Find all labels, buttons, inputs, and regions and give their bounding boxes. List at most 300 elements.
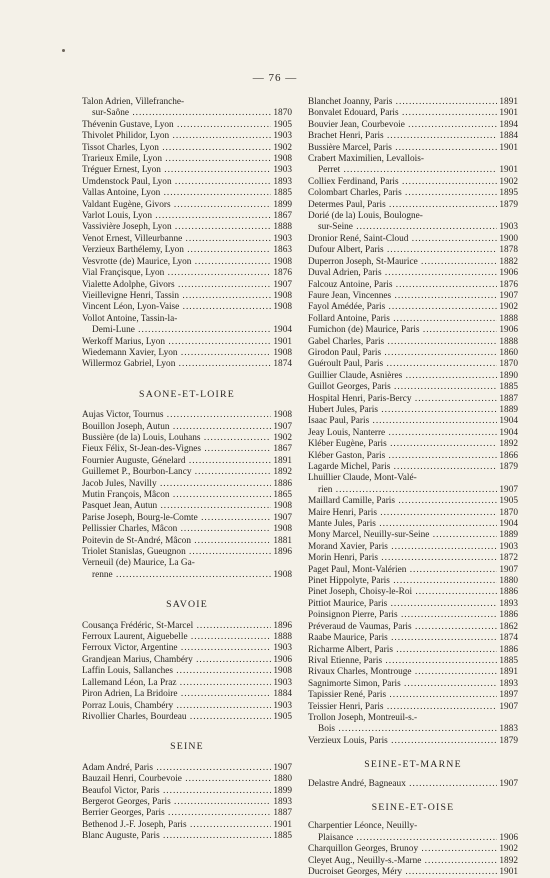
- directory-entry: [308, 245, 518, 256]
- directory-entry: [308, 530, 518, 541]
- entry-name: Parise Joseph, Bourg-le-Comte .....: [82, 513, 271, 524]
- entry-year: 1887: [499, 393, 518, 404]
- directory-entry: [82, 131, 292, 142]
- entry-year: 1887: [273, 808, 292, 819]
- directory-entry: [308, 833, 518, 844]
- directory-entry: [82, 433, 292, 444]
- entry-year: 1908: [273, 501, 292, 512]
- entry-name: Guéroult Paul, Paris .....: [308, 359, 497, 370]
- entry-name: Guillot Georges, Paris .....: [308, 382, 497, 393]
- directory-entry: [82, 479, 292, 490]
- entry-name: Triolet Stanislas, Gueugnon .....: [82, 547, 271, 558]
- directory-entry: [82, 456, 292, 467]
- entry-year: 1874: [499, 633, 518, 644]
- entry-year: 1907: [273, 279, 292, 290]
- entry-name: Adam André, Paris .....: [82, 763, 271, 774]
- entry-year: 1903: [499, 222, 518, 233]
- directory-entry: [308, 844, 518, 855]
- directory-entry: [82, 257, 292, 268]
- entry-name: Grandjean Marius, Chambéry .....: [82, 655, 271, 666]
- directory-entry: [308, 690, 518, 701]
- entry-year: 1888: [273, 632, 292, 643]
- entry-name: Demi-Lune .....: [82, 325, 271, 336]
- entry-name: Poitevin de St-André, Mâcon .....: [82, 536, 271, 547]
- directory-entry: [82, 359, 292, 370]
- entry-name: Bussière (de la) Louis, Louhans .....: [82, 433, 271, 444]
- entry-year: 1870: [499, 507, 518, 518]
- directory-entry: [82, 154, 292, 165]
- entry-year: 1897: [499, 690, 518, 701]
- entry-name: Raabe Maurice, Paris .....: [308, 633, 497, 644]
- entry-year: 1907: [499, 290, 518, 301]
- directory-entry: [308, 405, 518, 416]
- entry-name: Tapissier René, Paris .....: [308, 690, 497, 701]
- directory-entry: [82, 831, 292, 842]
- directory-entry: [308, 724, 518, 735]
- entry-year: 1889: [499, 530, 518, 541]
- entry-year: 1904: [499, 416, 518, 427]
- directory-entry: [82, 621, 292, 632]
- directory-entry: [82, 501, 292, 512]
- entry-year: 1891: [499, 97, 518, 107]
- entry-year: 1905: [273, 711, 292, 722]
- entry-name: Bergerot Georges, Paris .....: [82, 797, 271, 808]
- directory-entry: [82, 513, 292, 524]
- directory-entry: [308, 314, 518, 325]
- directory-entry: [308, 428, 518, 439]
- directory-entry: [308, 337, 518, 348]
- directory-entry: [308, 645, 518, 656]
- directory-entry: [308, 451, 518, 462]
- directory-entry: [82, 444, 292, 455]
- entry-year: 1880: [499, 576, 518, 587]
- entry-year: 1905: [273, 119, 292, 130]
- entry-year: 1881: [273, 535, 292, 546]
- directory-entry: [82, 291, 292, 302]
- entry-name: Varlot Louis, Lyon .....: [82, 211, 271, 222]
- entry-name: Berrier Georges, Paris .....: [82, 808, 271, 819]
- section-heading: SEINE-ET-MARNE: [364, 759, 462, 771]
- directory-entry: [308, 462, 518, 473]
- directory-entry: [82, 211, 292, 222]
- entry-year: 1866: [499, 450, 518, 461]
- entry-year: 1883: [499, 724, 518, 735]
- entry-line: Dorié (de la) Louis, Boulogne-: [308, 211, 423, 222]
- directory-entry: [82, 302, 292, 313]
- entry-name: Vesvrotte (de) Maurice, Lyon .....: [82, 257, 271, 268]
- entry-name: Vialette Adolphe, Givors .....: [82, 280, 271, 291]
- entry-name: Pittiot Maurice, Paris .....: [308, 599, 497, 610]
- entry-year: 1906: [499, 268, 518, 279]
- entry-year: 1891: [273, 455, 292, 466]
- entry-year: 1903: [273, 233, 292, 244]
- directory-entry: [82, 820, 292, 831]
- entry-year: 1885: [499, 655, 518, 666]
- entry-year: 1886: [499, 610, 518, 621]
- entry-year: 1884: [499, 131, 518, 142]
- directory-entry: [82, 200, 292, 211]
- entry-year: 1884: [273, 689, 292, 700]
- entry-name: Colombart Charles, Paris .....: [308, 188, 497, 199]
- directory-entry: [308, 348, 518, 359]
- entry-name: Vieillevigne Henri, Tassin .....: [82, 291, 271, 302]
- entry-line: Trollon Joseph, Montreuil-s.-: [308, 712, 418, 723]
- entry-year: 1908: [273, 256, 292, 267]
- entry-name: Guillemet P., Bourbon-Lancy .....: [82, 467, 271, 478]
- entry-year: 1902: [499, 302, 518, 313]
- entry-year: 1888: [273, 222, 292, 233]
- entry-name: Cousança Frédéric, St-Marcel .....: [82, 621, 271, 632]
- entry-name: Porraz Louis, Chambéry .....: [82, 701, 271, 712]
- entry-name: Follard Antoine, Paris .....: [308, 314, 497, 325]
- entry-year: 1893: [273, 176, 292, 187]
- directory-entry: [308, 325, 518, 336]
- section-heading: SEINE: [170, 741, 204, 753]
- entry-year: 1886: [499, 644, 518, 655]
- directory-entry: [82, 490, 292, 501]
- right-column: [308, 97, 518, 878]
- directory-entry: [308, 165, 518, 176]
- entry-year: 1865: [273, 490, 292, 500]
- entry-year: 1893: [273, 796, 292, 807]
- entry-name: Blanc Auguste, Paris .....: [82, 831, 271, 842]
- entry-year: 1885: [273, 831, 292, 842]
- directory-entry: [308, 200, 518, 211]
- entry-name: Plaisance .....: [308, 833, 497, 844]
- directory-entry: [308, 257, 518, 268]
- entry-year: 1863: [273, 245, 292, 256]
- directory-entry: [308, 234, 518, 245]
- entry-name: Blanchet Joanny, Paris .....: [308, 97, 497, 108]
- directory-entry: [82, 643, 292, 654]
- entry-name: Guillier Claude, Asnières .....: [308, 371, 497, 382]
- directory-entry: [82, 245, 292, 256]
- directory-entry: [308, 576, 518, 587]
- directory-entry: [308, 439, 518, 450]
- entry-name: Verzieux Louis, Paris .....: [308, 736, 497, 747]
- entry-year: 1891: [499, 667, 518, 678]
- entry-year: 1894: [499, 119, 518, 130]
- directory-entry: [82, 666, 292, 677]
- entry-name: Mony Marcel, Neuilly-sur-Seine .....: [308, 530, 497, 541]
- directory-entry: [308, 371, 518, 382]
- entry-name: Pinet Joseph, Choisy-le-Roi .....: [308, 587, 497, 598]
- entry-year: 1908: [273, 290, 292, 301]
- directory-entry: [82, 712, 292, 723]
- entry-year: 1899: [273, 785, 292, 796]
- entry-year: 1902: [273, 432, 292, 443]
- directory-entry: [308, 599, 518, 610]
- entry-year: 1893: [499, 598, 518, 609]
- entry-year: 1885: [499, 382, 518, 393]
- entry-year: 1896: [273, 620, 292, 631]
- page-number: — 76 —: [252, 72, 298, 84]
- entry-year: 1870: [499, 359, 518, 370]
- entry-name: Laffin Louis, Sallanches .....: [82, 666, 271, 677]
- entry-name: Bonvalet Edouard, Paris .....: [308, 108, 497, 119]
- entry-year: 1901: [499, 165, 518, 176]
- directory-entry: [308, 97, 518, 108]
- entry-year: 1862: [499, 621, 518, 632]
- entry-name: Isaac Paul, Paris .....: [308, 416, 497, 427]
- entry-name: rien .....: [308, 485, 497, 496]
- directory-entry: [82, 177, 292, 188]
- entry-line: Talon Adrien, Villefranche-: [82, 97, 185, 107]
- entry-name: sur-Saône .....: [82, 108, 271, 119]
- directory-entry: [308, 702, 518, 713]
- entry-year: 1905: [499, 496, 518, 507]
- entry-year: 1903: [273, 165, 292, 176]
- entry-name: Rival Etienne, Paris .....: [308, 656, 497, 667]
- entry-name: Pinet Hippolyte, Paris .....: [308, 576, 497, 587]
- entry-year: 1880: [273, 774, 292, 785]
- entry-name: sur-Seine .....: [308, 222, 497, 233]
- entry-year: 1908: [273, 569, 292, 580]
- entry-name: Jeay Louis, Nanterre .....: [308, 428, 497, 439]
- entry-line: Vollot Antoine, Tassin-la-: [82, 313, 178, 324]
- directory-entry: [308, 508, 518, 519]
- entry-name: Dufour Albert, Paris .....: [308, 245, 497, 256]
- directory-entry: [82, 689, 292, 700]
- directory-entry: [308, 565, 518, 576]
- directory-entry: [308, 542, 518, 553]
- directory-entry: [308, 280, 518, 291]
- directory-entry: [308, 268, 518, 279]
- entry-year: 1892: [499, 855, 518, 866]
- section-heading: SEINE-ET-OISE: [371, 801, 455, 813]
- entry-name: Trarieux Emile, Lyon .....: [82, 154, 271, 165]
- directory-entry: [308, 302, 518, 313]
- entry-name: Lagarde Michel, Paris .....: [308, 462, 497, 473]
- entry-year: 1906: [499, 325, 518, 336]
- entry-year: 1889: [499, 404, 518, 415]
- ink-speck: [62, 49, 65, 52]
- entry-name: Kléber Eugène, Paris .....: [308, 439, 497, 450]
- directory-entry: [82, 325, 292, 336]
- directory-entry: [308, 131, 518, 142]
- entry-name: Maillard Camille, Paris .....: [308, 496, 497, 507]
- entry-name: Morand Xavier, Paris .....: [308, 542, 497, 553]
- entry-name: Charquillon Georges, Brunoy .....: [308, 844, 497, 855]
- directory-entry: [82, 632, 292, 643]
- directory-entry: [82, 188, 292, 199]
- entry-year: 1901: [499, 108, 518, 119]
- entry-year: 1888: [499, 336, 518, 347]
- entry-year: 1904: [273, 325, 292, 336]
- entry-name: Ferroux Laurent, Aiguebelle .....: [82, 632, 271, 643]
- entry-name: Valdant Eugène, Givors .....: [82, 200, 271, 211]
- entry-year: 1867: [273, 211, 292, 222]
- entry-year: 1908: [273, 154, 292, 165]
- entry-year: 1886: [499, 587, 518, 598]
- directory-entry: [82, 808, 292, 819]
- entry-year: 1901: [499, 142, 518, 153]
- left-column: [82, 97, 292, 843]
- entry-year: 1908: [273, 410, 292, 421]
- entry-year: 1878: [499, 245, 518, 256]
- entry-name: Venot Ernest, Villeurbanne .....: [82, 234, 271, 245]
- entry-name: Delastre André, Bagneaux .....: [308, 779, 497, 790]
- directory-entry: [308, 108, 518, 119]
- directory-entry: [82, 348, 292, 359]
- entry-year: 1903: [273, 643, 292, 654]
- entry-name: Duval Adrien, Paris .....: [308, 268, 497, 279]
- entry-year: 1908: [273, 524, 292, 535]
- entry-name: Duperron Joseph, St-Maurice .....: [308, 257, 497, 268]
- entry-year: 1907: [273, 512, 292, 523]
- entry-name: Bethenod J.-F. Joseph, Paris .....: [82, 820, 271, 831]
- entry-name: Vassivière Joseph, Lyon .....: [82, 222, 271, 233]
- entry-name: Pasquet Jean, Autun .....: [82, 501, 271, 512]
- entry-year: 1903: [273, 131, 292, 142]
- entry-name: Teissier Henri, Paris .....: [308, 702, 497, 713]
- directory-entry: [82, 268, 292, 279]
- entry-year: 1903: [499, 541, 518, 552]
- directory-entry: [82, 143, 292, 154]
- directory-entry: [308, 779, 518, 790]
- entry-name: Thivolet Philidor, Lyon .....: [82, 131, 271, 142]
- entry-name: Préveraud de Vaumas, Paris .....: [308, 622, 497, 633]
- directory-entry: [82, 547, 292, 558]
- entry-name: Bauzail Henri, Courbevoie .....: [82, 774, 271, 785]
- directory-entry: [82, 797, 292, 808]
- entry-name: Brachet Henri, Paris .....: [308, 131, 497, 142]
- entry-name: Vincent Léon, Lyon-Vaise .....: [82, 302, 271, 313]
- entry-year: 1907: [499, 484, 518, 495]
- directory-entry: [82, 165, 292, 176]
- entry-year: 1904: [499, 519, 518, 530]
- entry-year: 1901: [273, 336, 292, 347]
- entry-name: Kléber Gaston, Paris .....: [308, 451, 497, 462]
- entry-year: 1892: [273, 467, 292, 478]
- entry-year: 1882: [499, 256, 518, 267]
- directory-entry: [308, 485, 518, 496]
- entry-year: 1900: [499, 233, 518, 244]
- directory-entry: [308, 519, 518, 530]
- directory-entry: [308, 359, 518, 370]
- directory-entry: [308, 736, 518, 747]
- entry-year: 1903: [273, 700, 292, 711]
- directory-entry: [82, 108, 292, 119]
- entry-year: 1899: [273, 199, 292, 210]
- entry-year: 1879: [499, 735, 518, 746]
- entry-name: Fournier Auguste, Génelard .....: [82, 456, 271, 467]
- entry-year: 1879: [499, 462, 518, 472]
- entry-name: Tréguer Ernest, Lyon .....: [82, 165, 271, 176]
- directory-entry: [308, 382, 518, 393]
- entry-name: Rivollier Charles, Bourdeau .....: [82, 712, 271, 723]
- entry-year: 1907: [499, 564, 518, 575]
- entry-name: Maire Henri, Paris .....: [308, 508, 497, 519]
- directory-entry: [82, 422, 292, 433]
- entry-year: 1902: [273, 142, 292, 153]
- directory-entry: [82, 120, 292, 131]
- entry-line: Verneuil (de) Maurice, La Ga-: [82, 558, 195, 569]
- entry-year: 1874: [273, 359, 292, 370]
- entry-year: 1867: [273, 444, 292, 455]
- entry-year: 1902: [499, 176, 518, 187]
- entry-name: Mutin François, Mâcon .....: [82, 490, 271, 501]
- entry-name: Falcouz Antoine, Paris .....: [308, 280, 497, 291]
- directory-entry: [308, 856, 518, 867]
- entry-name: Determes Paul, Paris .....: [308, 200, 497, 211]
- directory-entry: [308, 394, 518, 405]
- entry-year: 1901: [499, 867, 518, 877]
- entry-year: 1885: [273, 188, 292, 199]
- directory-entry: [82, 410, 292, 421]
- entry-year: 1888: [499, 313, 518, 324]
- entry-name: Girodon Paul, Paris .....: [308, 348, 497, 359]
- entry-line: Lhuillier Claude, Mont-Valé-: [308, 473, 417, 484]
- entry-year: 1908: [273, 302, 292, 313]
- entry-name: Paget Paul, Mont-Valérien .....: [308, 565, 497, 576]
- directory-entry: [82, 280, 292, 291]
- entry-year: 1907: [273, 762, 292, 773]
- entry-name: Bouvier Jean, Courbevoie .....: [308, 120, 497, 131]
- entry-name: Beaufol Victor, Paris .....: [82, 786, 271, 797]
- directory-entry: [308, 587, 518, 598]
- directory-entry: [308, 143, 518, 154]
- entry-name: Aujas Victor, Tournus .....: [82, 410, 271, 421]
- entry-name: Rivaux Charles, Montrouge .....: [308, 667, 497, 678]
- entry-name: Hubert Jules, Paris .....: [308, 405, 497, 416]
- entry-year: 1908: [273, 347, 292, 358]
- entry-name: Fayol Amédée, Paris .....: [308, 302, 497, 313]
- entry-name: Hospital Henri, Paris-Bercy .....: [308, 394, 497, 405]
- entry-year: 1907: [499, 701, 518, 712]
- entry-line: Crabert Maximilien, Levallois-: [308, 154, 424, 165]
- directory-entry: [82, 786, 292, 797]
- entry-year: 1870: [273, 108, 292, 119]
- entry-year: 1872: [499, 553, 518, 564]
- entry-name: Ferroux Victor, Argentine .....: [82, 643, 271, 654]
- entry-name: Faure Jean, Vincennes .....: [308, 291, 497, 302]
- entry-year: 1907: [273, 421, 292, 432]
- entry-name: Richarme Albert, Paris .....: [308, 645, 497, 656]
- entry-name: Umdenstock Paul, Lyon .....: [82, 177, 271, 188]
- entry-year: 1893: [499, 678, 518, 689]
- entry-name: Verzieux Barthélemy, Lyon .....: [82, 245, 271, 256]
- entry-name: Piron Adrien, La Bridoire .....: [82, 689, 271, 700]
- entry-name: Vallas Antoine, Lyon .....: [82, 188, 271, 199]
- directory-entry: [308, 667, 518, 678]
- entry-name: Wiedemann Xavier, Lyon .....: [82, 348, 271, 359]
- entry-name: Dronior René, Saint-Cloud .....: [308, 234, 497, 245]
- section-heading: SAONE-ET-LOIRE: [139, 388, 235, 400]
- entry-name: Ducroiset Georges, Méry .....: [308, 867, 497, 878]
- entry-year: 1901: [273, 819, 292, 830]
- directory-entry: [82, 701, 292, 712]
- entry-name: Willermoz Gabriel, Lyon .....: [82, 359, 271, 370]
- entry-name: Bouillon Joseph, Autun .....: [82, 422, 271, 433]
- directory-entry: [308, 120, 518, 131]
- entry-year: 1902: [499, 844, 518, 855]
- directory-entry: [308, 222, 518, 233]
- entry-year: 1906: [499, 832, 518, 843]
- directory-entry: [82, 536, 292, 547]
- entry-name: Bois .....: [308, 724, 497, 735]
- directory-entry: [308, 291, 518, 302]
- entry-name: Colliex Ferdinand, Paris .....: [308, 177, 497, 188]
- entry-year: 1876: [273, 268, 292, 279]
- entry-year: 1904: [499, 427, 518, 438]
- entry-name: renne .....: [82, 570, 271, 581]
- directory-entry: [308, 679, 518, 690]
- entry-name: Gabel Charles, Paris .....: [308, 337, 497, 348]
- entry-year: 1876: [499, 279, 518, 290]
- entry-year: 1892: [499, 439, 518, 450]
- section-heading: SAVOIE: [166, 599, 208, 611]
